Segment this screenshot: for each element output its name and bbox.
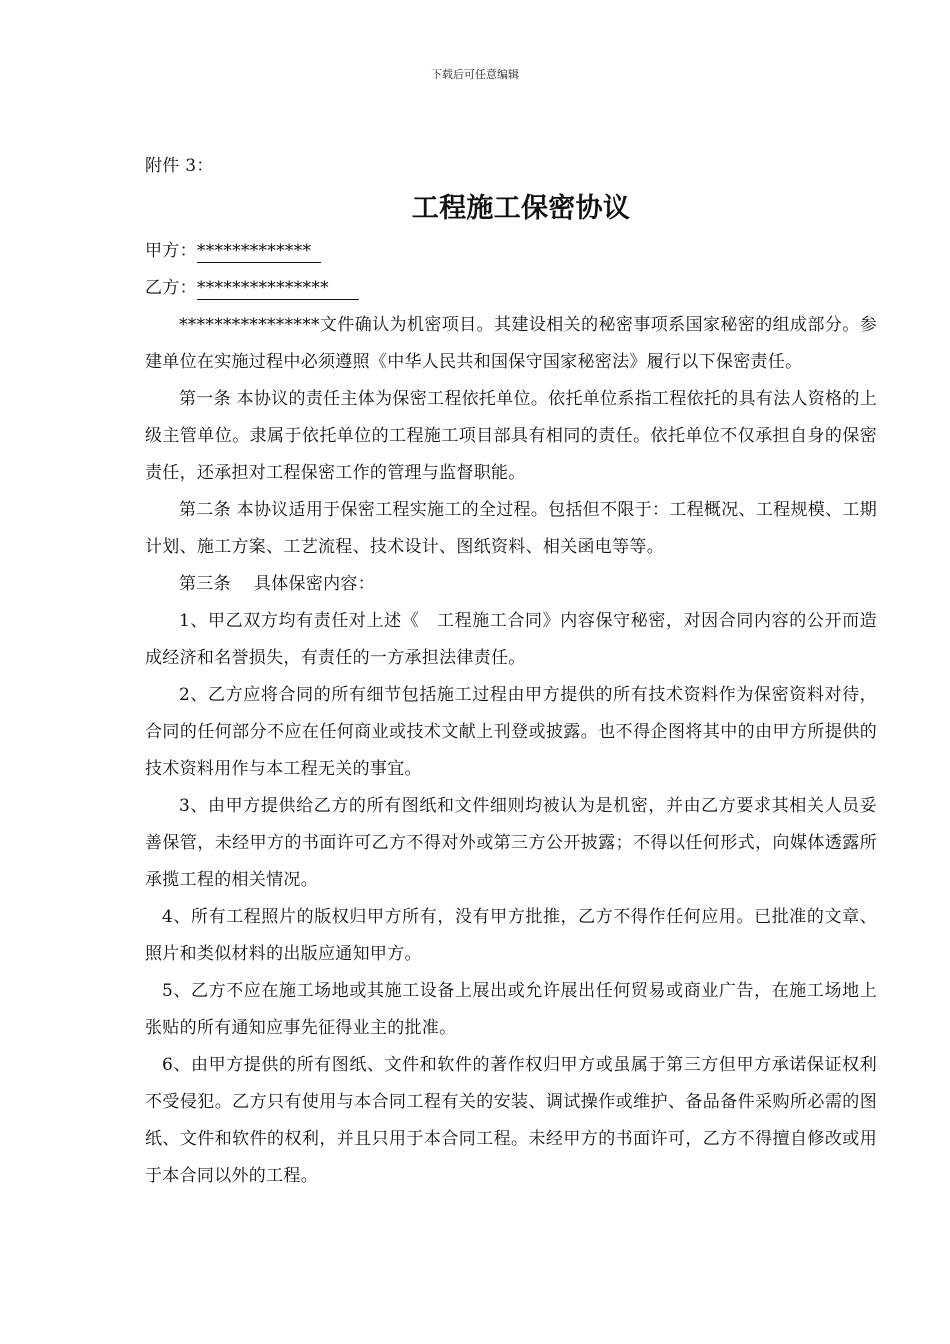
party-a-line [145, 233, 877, 270]
paragraph-article-3-heading: 第三条 具体保密内容： [179, 574, 376, 594]
party-a-label: 甲方： [145, 241, 197, 261]
document-body [145, 148, 877, 1195]
paragraph-clause-4: 4、所有工程照片的版权归甲方所有，没有甲方批推，乙方不得作任何应用。已批准的文章、照片和类似材料的出版应通知甲方。 [145, 907, 877, 964]
paragraph-clause-1: 1、甲乙双方均有责任对上述《 工程施工合同》内容保守秘密，对因合同内容的公开而造成经济和名誉损失，有责任的一方承担法律责任。 [145, 611, 877, 668]
document-title: 工程施工保密协议 [411, 193, 631, 224]
page-header-note: 下载后可任意编辑 [431, 68, 519, 81]
paragraph-clause-2: 2、乙方应将合同的所有细节包括施工过程由甲方提供的所有技术资料作为保密资料对待，合同的任何部分不应在任何商业或技术文献上刊登或披露。也不得企图将其中的由甲方所提供的技术资料用作与本工程无关的事宜。 [145, 685, 877, 779]
attachment-label: 附件 3： [145, 156, 214, 176]
paragraph-intro: ****************文件确认为机密项目。其建设相关的秘密事项系国家秘密的组成部分。参建单位在实施过程中必须遵照《中华人民共和国保守国家秘密法》履行以下保密责任。 [145, 315, 877, 372]
party-b-name: *************** [197, 277, 359, 300]
paragraph-clause-3: 3、由甲方提供给乙方的所有图纸和文件细则均被认为是机密，并由乙方要求其相关人员妥善保管，未经甲方的书面许可乙方不得对外或第三方公开披露；不得以任何形式，向媒体透露所承揽工程的相关情况。 [145, 796, 877, 890]
party-a-name: ************* [197, 240, 321, 263]
paragraph-clause-5: 5、乙方不应在施工场地或其施工设备上展出或允许展出任何贸易或商业广告，在施工场地上张贴的所有通知应事先征得业主的批准。 [145, 981, 877, 1038]
paragraph-article-2: 第二条 本协议适用于保密工程实施工的全过程。包括但不限于：工程概况、工程规模、工期计划、施工方案、工艺流程、技术设计、图纸资料、相关函电等等。 [145, 500, 877, 557]
paragraph-clause-6: 6、由甲方提供的所有图纸、文件和软件的著作权归甲方或虽属于第三方但甲方承诺保证权利不受侵犯。乙方只有使用与本合同工程有关的安装、调试操作或维护、备品备件采购所必需的图纸、文件和软件的权利，并且只用于本合同工程。未经甲方的书面许可，乙方不得擅自修改或用于本合同以外的工程。 [145, 1055, 877, 1186]
paragraph-article-1: 第一条 本协议的责任主体为保密工程依托单位。依托单位系指工程依托的具有法人资格的上级主管单位。隶属于依托单位的工程施工项目部具有相同的责任。依托单位不仅承担自身的保密责任，还承担对工程保密工作的管理与监督职能。 [145, 389, 877, 483]
party-b-line [145, 270, 877, 307]
party-b-label: 乙方： [145, 278, 197, 298]
